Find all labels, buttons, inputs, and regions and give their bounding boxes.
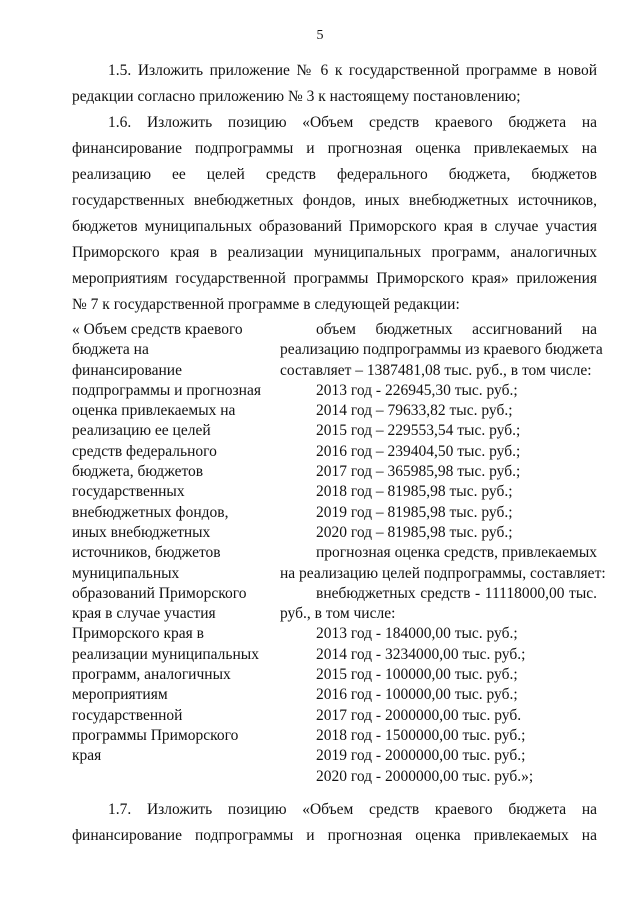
forecast-year-row: 2013 год - 184000,00 тыс. руб.; bbox=[316, 625, 518, 643]
passport-label-line: государственных bbox=[72, 483, 185, 501]
budget-year-row: 2019 год – 81985,98 тыс. руб.; bbox=[316, 503, 513, 521]
budget-year-row: 2017 год – 365985,98 тыс. руб.; bbox=[316, 463, 521, 481]
passport-label-line: образований Приморского bbox=[72, 584, 247, 602]
item-1-6-line: реализацию ее целей средств федерального бюджета, бюджетов bbox=[72, 166, 597, 183]
item-1-6-line: № 7 к государственной программе в следующей редакции: bbox=[72, 296, 460, 313]
forecast-year-row: 2016 год - 100000,00 тыс. руб.; bbox=[316, 686, 518, 704]
forecast-year-row: 2015 год - 100000,00 тыс. руб.; bbox=[316, 666, 518, 684]
forecast-intro-line: на реализацию целей подпрограммы, составляет: bbox=[280, 564, 606, 582]
budget-year-row: 2016 год – 239404,50 тыс. руб.; bbox=[316, 442, 521, 460]
budget-year-row: 2020 год – 81985,98 тыс. руб.; bbox=[316, 523, 513, 541]
budget-year-row: 2013 год - 226945,30 тыс. руб.; bbox=[316, 381, 518, 399]
item-1-5 bbox=[72, 58, 597, 110]
passport-label-line: средств федерального bbox=[72, 442, 217, 460]
item-1-6-line: бюджетов муниципальных образований Приморского края в случае участия bbox=[72, 218, 597, 235]
item-1-6-line: мероприятиям государственной программы Приморского края» приложения bbox=[72, 270, 597, 287]
passport-label-line: бюджета на bbox=[72, 341, 149, 359]
passport-label-line: оценка привлекаемых на bbox=[72, 402, 236, 420]
passport-label-line: бюджета, бюджетов bbox=[72, 463, 204, 481]
forecast-intro-line: внебюджетных средств - 11118000,00 тыс. bbox=[316, 584, 597, 602]
passport-left-column bbox=[72, 320, 272, 767]
budget-year-row: 2015 год – 229553,54 тыс. руб.; bbox=[316, 422, 521, 440]
budget-intro-line: объем бюджетных ассигнований на bbox=[316, 321, 597, 338]
passport-label-line: « Объем средств краевого bbox=[72, 321, 243, 338]
item-1-5-line: редакции согласно приложению № 3 к настоящему постановлению; bbox=[72, 88, 521, 105]
item-1-5-line: 1.5. Изложить приложение № 6 к государственной программе в новой bbox=[108, 62, 597, 79]
passport-label-line: государственной bbox=[72, 706, 183, 724]
passport-label-line: Приморского края в bbox=[72, 625, 204, 643]
passport-label-line: края в случае участия bbox=[72, 605, 216, 623]
budget-year-row: 2014 год – 79633,82 тыс. руб.; bbox=[316, 402, 513, 420]
passport-label-line: источников, бюджетов bbox=[72, 544, 221, 562]
passport-label-line: внебюджетных фондов, bbox=[72, 503, 229, 521]
passport-label-line: финансирование bbox=[72, 361, 182, 379]
page-number: 5 bbox=[316, 28, 324, 43]
forecast-year-row: 2014 год - 3234000,00 тыс. руб.; bbox=[316, 645, 526, 663]
passport-label-line: реализацию ее целей bbox=[72, 422, 211, 440]
passport-label-line: края bbox=[72, 747, 102, 765]
passport-label-line: программ, аналогичных bbox=[72, 666, 231, 684]
budget-year-row: 2018 год – 81985,98 тыс. руб.; bbox=[316, 483, 513, 501]
forecast-intro-line: прогнозная оценка средств, привлекаемых bbox=[316, 544, 597, 562]
passport-label-line: программы Приморского bbox=[72, 726, 239, 744]
passport-right-column bbox=[280, 320, 606, 787]
item-1-6-line: финансирование подпрограммы и прогнозная оценка привлекаемых на bbox=[72, 140, 597, 157]
item-1-6-line: государственных внебюджетных фондов, иных внебюджетных источников, bbox=[72, 192, 597, 209]
passport-label-line: реализации муниципальных bbox=[72, 645, 259, 663]
passport-label-line: мероприятиям bbox=[72, 686, 168, 704]
item-1-6-line: Приморского края в реализации муниципальных программ, аналогичных bbox=[72, 244, 597, 261]
item-1-7-line: финансирование подпрограммы и прогнозная оценка привлекаемых на bbox=[72, 827, 597, 844]
item-1-7 bbox=[72, 797, 597, 849]
budget-intro-line: реализацию подпрограммы из краевого бюджета bbox=[280, 341, 603, 359]
passport-label-line: иных внебюджетных bbox=[72, 523, 211, 541]
item-1-6-line: 1.6. Изложить позицию «Объем средств краевого бюджета на bbox=[108, 114, 597, 131]
budget-intro-line: составляет – 1387481,08 тыс. руб., в том числе: bbox=[280, 361, 592, 379]
forecast-intro-line: руб., в том числе: bbox=[280, 605, 396, 623]
item-1-7-line: 1.7. Изложить позицию «Объем средств краевого бюджета на bbox=[108, 801, 597, 818]
forecast-year-row: 2017 год - 2000000,00 тыс. руб. bbox=[316, 706, 522, 724]
forecast-year-row: 2018 год - 1500000,00 тыс. руб.; bbox=[316, 726, 526, 744]
item-1-6 bbox=[72, 110, 597, 318]
forecast-year-row: 2020 год - 2000000,00 тыс. руб.»; bbox=[316, 767, 534, 785]
amendment-items bbox=[72, 58, 597, 318]
passport-label-line: муниципальных bbox=[72, 564, 180, 582]
passport-label-line: подпрограммы и прогнозная bbox=[72, 381, 261, 399]
forecast-year-row: 2019 год - 2000000,00 тыс. руб.; bbox=[316, 747, 526, 765]
